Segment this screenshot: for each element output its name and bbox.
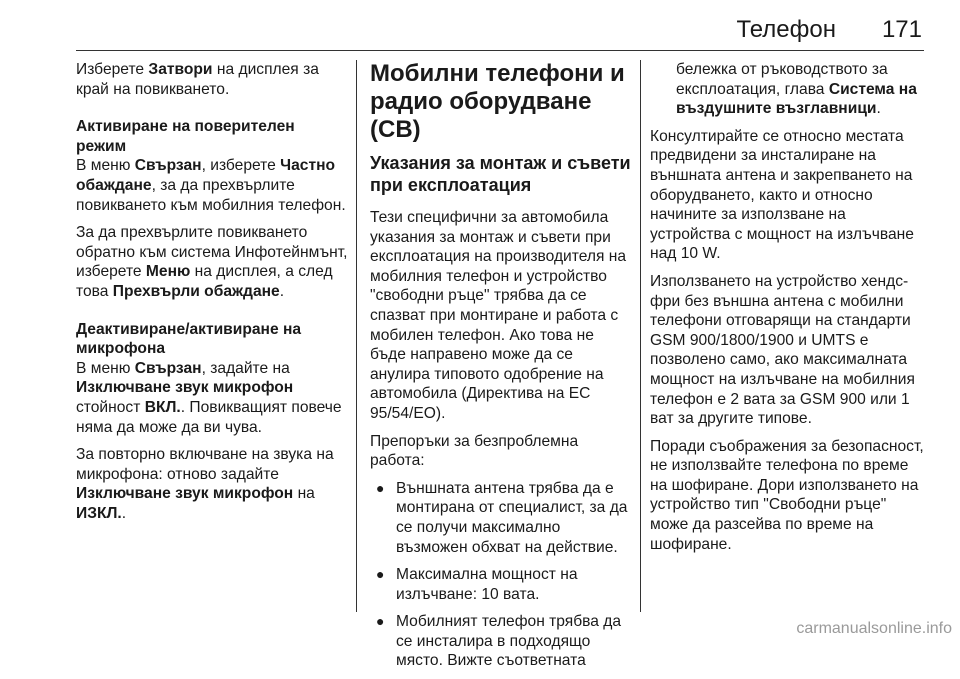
paragraph: Препоръки за безпроблемна работа:: [370, 432, 579, 470]
page-number: 171: [881, 16, 922, 43]
bullet-icon: ●: [376, 479, 385, 496]
column-middle: [370, 60, 632, 679]
paragraph: Изберете Затвори на дисплея за край на повикването.: [76, 61, 319, 98]
paragraph: Поради съображения за безопасност, не използвайте телефона по време на шофиране. Дори използването на устройство тип "Свободни ръце" може да разсейва по време на шофиране.: [650, 437, 924, 553]
paragraph: Консултирайте се относно местата предвидени за инсталиране на външната антена и закрепването на оборудването, както и относно начините за използване на устройства с мощност на излъчване над 10 W.: [650, 127, 914, 263]
bullet-icon: ●: [376, 613, 385, 630]
column-right: [650, 60, 928, 562]
section-heading: Указания за монтаж и съвети при експлоатация: [370, 153, 631, 195]
section-heading: Активиране на поверителен режим: [76, 118, 295, 155]
paragraph: В меню Свързан, задайте на Изключване звук микрофон стойност ВКЛ.. Повикващият повече няма да може да ви чува.: [76, 359, 342, 436]
running-title: Телефон: [736, 16, 836, 43]
chapter-heading: Мобилни телефони и радио оборудване (CB): [370, 60, 625, 143]
paragraph: Тези специфични за автомобила указания за монтаж и съвети при експлоатация на производителя на мобилния телефон и устройство "свободни ръце" трябва да се спазват при монтиране и работа с мобилен телефон. Ако това не бъде направено може да се анулира типовото одобрение на автомобила (Директива на ЕС 95/54/ЕО).: [370, 209, 627, 422]
bullet-list: [370, 479, 632, 671]
list-item: ● Максимална мощност на излъчване: 10 вата.: [376, 566, 578, 603]
paragraph: За повторно включване на звука на микрофона: отново задайте Изключване звук микрофон на ИЗКЛ..: [76, 446, 334, 522]
page-header: [76, 0, 924, 51]
column-left: [76, 60, 348, 531]
list-item: ● Външната антена трябва да е монтирана от специалист, за да се получи максимално възможен обхват на действие.: [376, 479, 628, 556]
paragraph: За да прехвърлите повикването обратно към система Инфотейнмънт, изберете Меню на дисплея, а след това Прехвърли обаждане.: [76, 224, 348, 300]
watermark: carmanualsonline.info: [796, 620, 952, 637]
column-divider: [640, 60, 641, 612]
paragraph: Използването на устройство хендс-фри без външна антена с мобилни телефони отговарящи на стандарти GSM 900/1800/1900 и UMTS е позволено само, ако максималната мощност на излъчване на мобилния телефон е 2 вата за GSM 900 или 1 ват за другите типове.: [650, 272, 915, 428]
column-divider: [356, 60, 357, 612]
list-item-continuation: бележка от ръководството за експлоатация, глава Система на въздушните възглавници.: [676, 61, 917, 118]
bullet-icon: ●: [376, 566, 385, 583]
section-heading: Деактивиране/активиране на микрофона: [76, 320, 302, 358]
paragraph: В меню Свързан, изберете Частно обаждане, за да прехвърлите повикването към мобилния телефон.: [76, 157, 346, 214]
list-item: ● Мобилният телефон трябва да се инсталира в подходящо място. Вижте съответната: [376, 613, 622, 670]
